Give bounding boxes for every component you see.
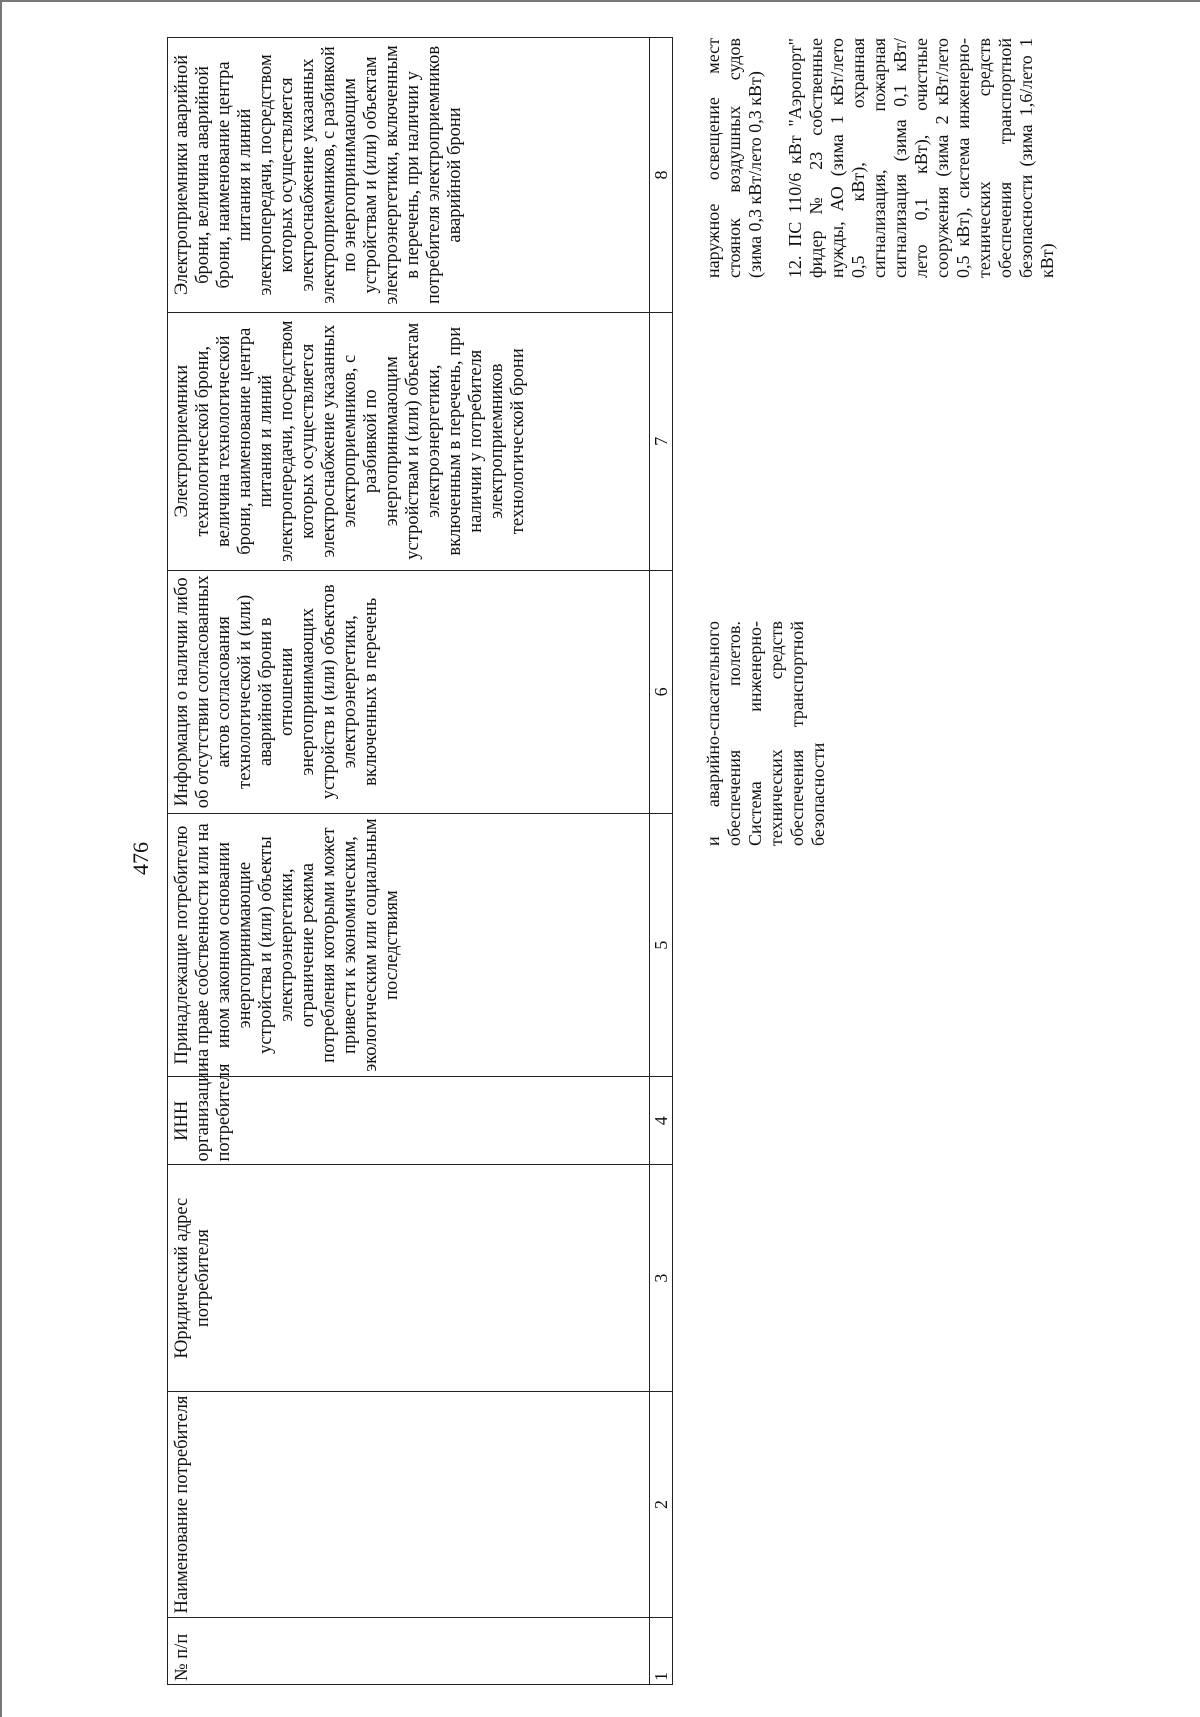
- column-number-cell: 3: [650, 1165, 673, 1391]
- header-cell-legal-address: Юридический адрес потребителя: [168, 1165, 650, 1391]
- continuation-paragraph: наружное освещение мест стоянок воздушных судов (зима 0,3 кВт/лето 0,3 кВт): [703, 38, 765, 278]
- column-number-cell: 7: [650, 312, 673, 570]
- table-column-numbers-row: [650, 38, 673, 1685]
- header-cell-energy-devices: Принадлежащие потребителю на праве собственности или на ином законном основании энергопринимающие устройства и (или) объекты электроэнергетики, ограничение режима потребления которыми может привести к экономическим, экологическим или социальным последствиям: [168, 814, 650, 1077]
- column-number-cell: 2: [650, 1391, 673, 1617]
- continuation-text-column-8: [703, 38, 1058, 278]
- table-header-row: [168, 38, 650, 1685]
- page-number: 476: [128, 842, 153, 875]
- header-cell-consumer-name: Наименование потребителя: [168, 1391, 650, 1617]
- header-cell-number: № п/п: [168, 1618, 650, 1685]
- column-number-cell: 6: [650, 570, 673, 814]
- column-number-cell: 1: [650, 1618, 673, 1685]
- continuation-paragraph: и аварийно-спасательного обеспечения полетов. Система инженерно-технических средств обеспечения транспортной безопасности: [703, 621, 828, 846]
- continuation-paragraph: 12. ПС 110/6 кВт "Аэропорт" фидер № 23 собственные нужды, АО (зима 1 кВт/лето 0,5 кВт), охранная сигнализация, пожарная сигнализация (зима 0,1 кВт/лето 0,1 кВт), очистные сооружения (зима 2 кВт/лето 0,5 кВт), система инженерно-технических средств обеспечения транспортной безопасности (зима 1,6/лето 1 кВт): [785, 38, 1057, 278]
- header-cell-reservation-acts: Информация о наличии либо об отсутствии согласованных актов согласования технологической и (или) аварийной брони в отношении энергопринимающих устройств и (или) объектов электроэнергетики, включенных в перечень: [168, 570, 650, 814]
- header-cell-technological-reservation: Электроприемники технологической брони, величина технологической брони, наименование центра питания и линий электропередачи, посредством которых осуществляется электроснабжение указанных электроприемников, с разбивкой по энергопринимающим устройствам и (или) объектам электроэнергетики, включенным в перечень, при наличии у потребителя электроприемников технологической брони: [168, 312, 650, 570]
- consumers-table: [167, 37, 673, 1685]
- header-cell-inn: ИНН организации потребителя: [168, 1077, 650, 1165]
- column-number-cell: 4: [650, 1077, 673, 1165]
- continuation-text-column-5: [703, 621, 829, 846]
- header-cell-emergency-reservation: Электроприемники аварийной брони, величина аварийной брони, наименование центра питания и линий электропередачи, посредством которых осуществляется электроснабжение указанных электроприемников, с разбивкой по энергопринимающим устройствам и (или) объектам электроэнергетики, включенным в перечень, при наличии у потребителя электроприемников аварийной брони: [168, 38, 650, 313]
- column-number-cell: 5: [650, 814, 673, 1077]
- column-number-cell: 8: [650, 38, 673, 313]
